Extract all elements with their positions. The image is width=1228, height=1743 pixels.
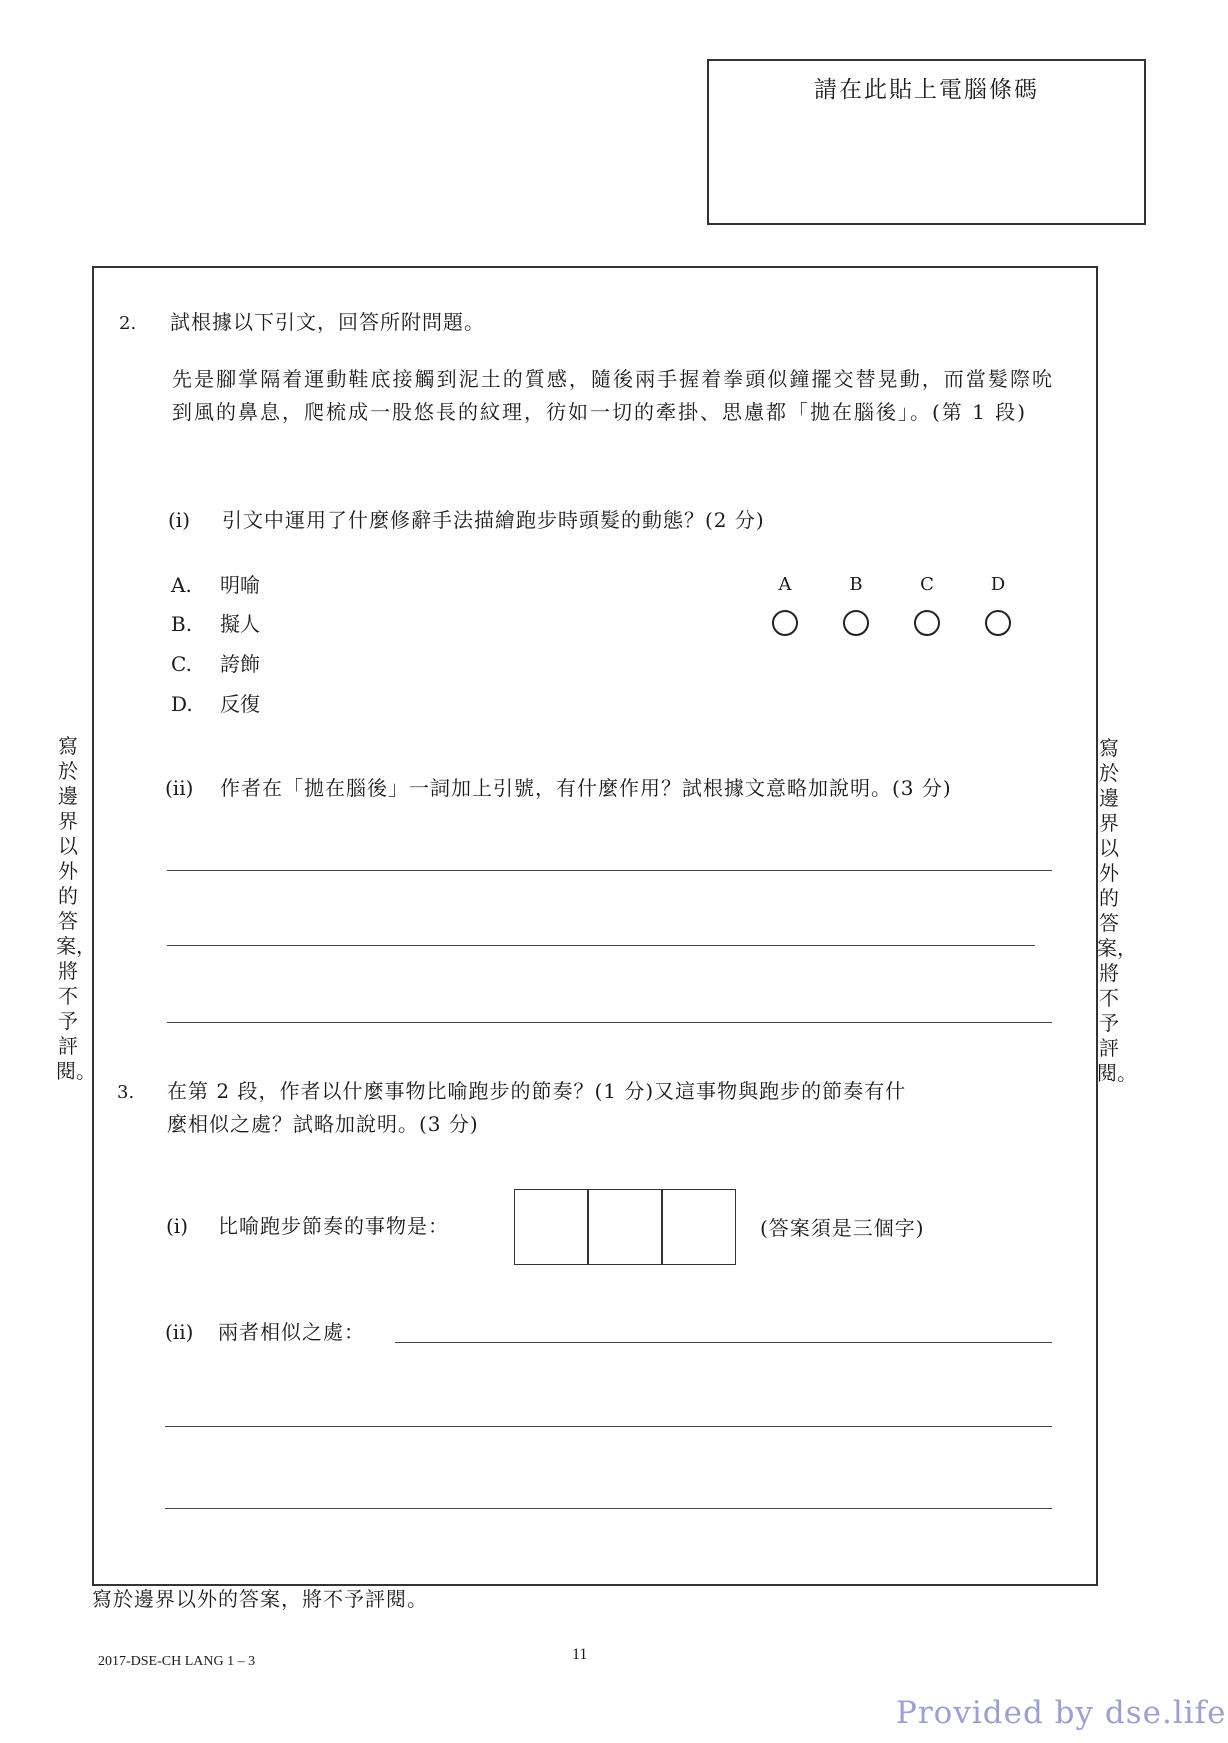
provided-by-watermark: Provided by dse.life: [896, 1695, 1227, 1731]
q3-question-line-1: 在第 2 段，作者以什麼事物比喻跑步的節奏？(1 分)又這事物與跑步的節奏有什: [167, 1079, 907, 1103]
option-c-text: 誇飾: [220, 652, 260, 676]
answer-bubble-b[interactable]: [843, 610, 869, 636]
char-box-3[interactable]: [662, 1189, 736, 1265]
option-d-text: 反復: [220, 692, 260, 716]
answer-bubble-a[interactable]: [772, 610, 798, 636]
bubble-letter-b: B: [849, 574, 863, 595]
q3-ii-label: (ii): [165, 1320, 194, 1344]
paper-code: 2017-DSE-CH LANG 1 – 3: [98, 1654, 256, 1669]
option-a-text: 明喻: [220, 573, 260, 597]
margin-note-left: 寫於邊界以外的答案，將不予評閱。: [56, 734, 96, 1083]
q2-ii-answer-line-3[interactable]: [167, 1022, 1052, 1023]
char-box-2[interactable]: [588, 1189, 662, 1265]
answer-bubble-c[interactable]: [914, 610, 940, 636]
option-c-letter: C.: [171, 652, 192, 676]
answer-frame: [92, 266, 1098, 1586]
q3-i-text: 比喻跑步節奏的事物是：: [218, 1214, 449, 1238]
q3-ii-answer-line-2[interactable]: [165, 1426, 1052, 1427]
q2-number: 2.: [119, 313, 137, 334]
q2-passage: 先是腳掌隔着運動鞋底接觸到泥土的質感，隨後兩手握着拳頭似鐘擺交替晃動，而當髮際吮到風的鼻息，爬梳成一股悠長的紋理，彷如一切的牽掛、思慮都「拋在腦後」。(第 1 段): [172, 367, 1054, 424]
q2-instruction: 試根據以下引文，回答所附問題。: [170, 310, 485, 334]
option-d-letter: D.: [171, 692, 193, 716]
q3-i-label: (i): [166, 1214, 189, 1238]
q2-ii-question: 作者在「拋在腦後」一詞加上引號，有什麼作用？試根據文意略加說明。(3 分): [220, 776, 952, 800]
answer-bubble-d[interactable]: [985, 610, 1011, 636]
q3-question-line-2: 麼相似之處？試略加說明。(3 分): [167, 1112, 479, 1136]
option-b-letter: B.: [171, 612, 193, 636]
q2-i-question: 引文中運用了什麼修辭手法描繪跑步時頭髮的動態？(2 分): [222, 508, 765, 532]
q2-ii-answer-line-1[interactable]: [167, 870, 1052, 871]
bubble-letter-a: A: [778, 574, 792, 595]
char-box-1[interactable]: [514, 1189, 588, 1265]
option-a-letter: A.: [171, 573, 192, 597]
bubble-letter-d: D: [990, 574, 1006, 595]
bubble-letter-c: C: [920, 574, 934, 595]
margin-note-right: 寫於邊界以外的答案，將不予評閱。: [1097, 736, 1137, 1085]
q3-ii-answer-line-3[interactable]: [165, 1508, 1052, 1509]
barcode-label: 請在此貼上電腦條碼: [814, 77, 1039, 103]
margin-note-bottom: 寫於邊界以外的答案，將不予評閱。: [92, 1587, 428, 1611]
q2-i-label: (i): [168, 508, 191, 532]
q3-i-note: (答案須是三個字): [760, 1216, 925, 1240]
barcode-box: [707, 59, 1146, 225]
q3-ii-text: 兩者相似之處：: [218, 1320, 365, 1344]
q2-ii-answer-line-2[interactable]: [167, 945, 1035, 946]
q3-number: 3.: [117, 1082, 135, 1103]
option-b-text: 擬人: [220, 612, 260, 636]
q2-ii-label: (ii): [165, 776, 194, 800]
q3-ii-answer-line-1[interactable]: [395, 1342, 1052, 1343]
page-number: 11: [572, 1646, 588, 1663]
